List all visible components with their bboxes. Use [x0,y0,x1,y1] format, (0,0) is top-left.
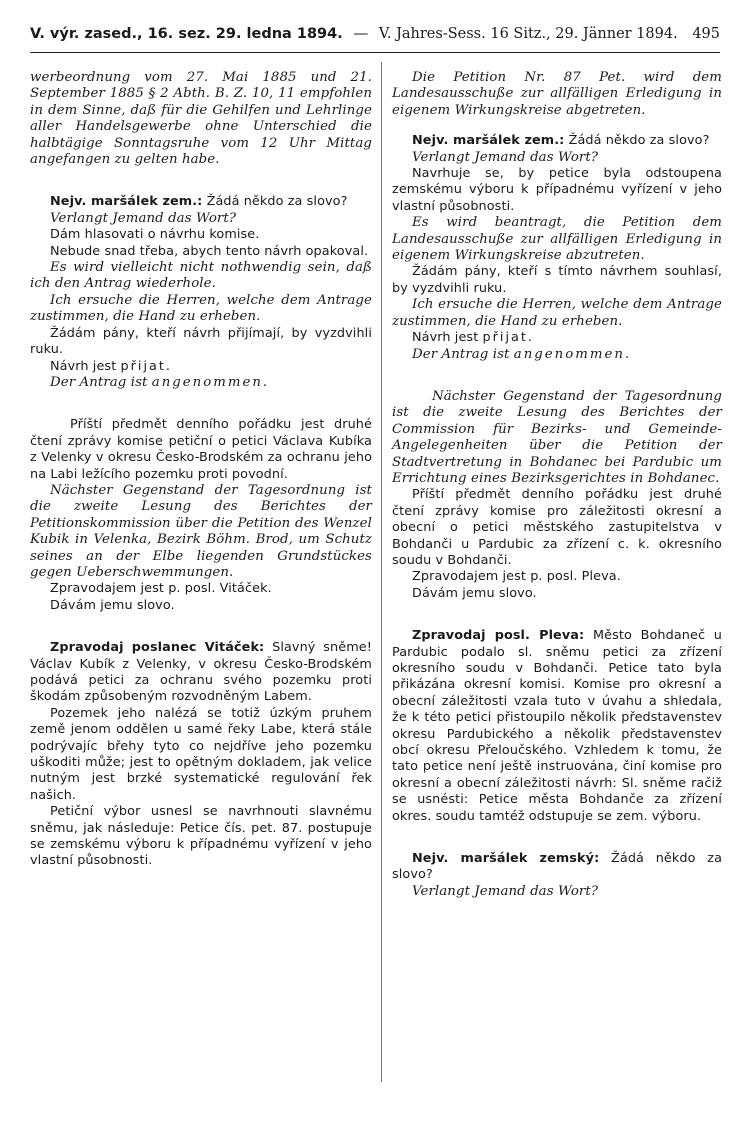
speech [392,628,722,825]
page-number: 495 [692,26,720,42]
vote-outcome: angenommen. [513,346,632,362]
vote-result [30,375,372,391]
paragraph: Ich ersuche die Herren, welche dem Antrage zustimmen, die Hand zu erheben. [30,292,372,325]
paragraph: Příští předmět denního pořádku jest druhé čtení zprávy komise petiční o petici Václava Kubíka z Velenky v okresu Česko-Brodském za ochranu jeho na Labi ležícího pozemku proti povodní. [30,417,372,482]
speech-text: Žádá někdo za slovo? [206,194,348,210]
speaker: Nejv. maršálek zem.: [412,133,565,149]
speech [392,133,722,149]
speaker: Zpravodaj posl. Pleva: [412,628,585,644]
vote-text: Der Antrag ist [50,374,148,390]
vote-outcome: angenommen. [151,374,270,390]
header-german-text: V. Jahres-Sess. 16 Sitz., 29. Jänner 1894. [378,26,678,42]
speech-text: Slavný sněme! Václav Kubík z Velenky, v okresu Česko-Brodském podává petici za ochranu svého pozemku proti škodám způsobeným rozvodněným Labem. [30,640,372,705]
paragraph: Verlangt Jemand das Wort? [412,149,599,165]
header-german [379,26,720,42]
paragraph: Dávám jemu slovo. [412,585,537,601]
vote-result [392,347,722,363]
paragraph: Es wird vielleicht nicht nothwendig sein, daß ich den Antrag wiederhole. [30,260,372,292]
paragraph: Nächster Gegenstand der Tagesordnung ist die zweite Lesung des Berichtes der Petitionskommission über die Petition des Wenzel Kubik in Velenka, Bezirk Böhm. Brod, um Schutz seines an der Elbe liegenden Grundstückes gegen Ueberschwemmungen. [30,482,372,580]
paragraph: Nächster Gegenstand der Tagesordnung ist die zweite Lesung des Berichtes der Commission für Bezirks- und Gemeinde-Angelegenheiten über die Petition der Stadtvertretung in Bohdanec bei Pardubic um Errichtung eines Bezirksgerichtes in Bohdanec. [392,388,722,486]
paragraph: Zpravodajem jest p. posl. Vitáček. [50,581,272,597]
paragraph: Verlangt Jemand das Wort? [412,883,599,899]
vote-outcome: přijat. [482,330,534,346]
paragraph: Es wird beantragt, die Petition dem Landesausschuße zur allfälligen Erledigung in eigenem Wirkungskreise abzutreten. [392,215,722,264]
vote-result [392,330,722,346]
speaker: Nejv. maršálek zem.: [50,194,203,210]
speaker: Zpravodaj poslanec Vitáček: [50,640,265,656]
paragraph: Navrhuje se, by petice byla odstoupena zemskému výboru k případnému vyřízení v jeho vlastní působnosti. [392,166,722,214]
paragraph: Žádám pány, kteří s tímto návrhem souhlasí, by vyzdvihli ruku. [392,264,722,296]
header-rule [30,52,720,53]
column-divider [381,62,382,1082]
page-header [30,24,720,42]
paragraph: Nebude snad třeba, abych tento návrh opakoval. [50,243,369,259]
paragraph: Zpravodajem jest p. posl. Pleva. [412,569,621,585]
paragraph: Dávám jemu slovo. [50,597,175,613]
speech [392,851,722,884]
header-separator: — [353,24,369,42]
paragraph: Ich ersuche die Herren, welche dem Antrage zustimmen, die Hand zu erheben. [392,297,722,329]
vote-text: Návrh jest [50,358,117,374]
paragraph: Dám hlasovati o návrhu komise. [50,227,260,243]
left-column [30,70,372,870]
speech [30,640,372,706]
paragraph: Pozemek jeho nalézá se totiž úzkým pruhem země jenom oddělen u samé řeky Labe, která stále podrývajíc břehy tyto co nejdříve jeho pozemku uškoditi může; jest to opětným dokladem, jak velice nutným jest brzké systematické regulování řek našich. [30,705,372,803]
speaker: Nejv. maršálek zemský: [412,851,600,867]
paragraph: Žádám pány, kteří návrh přijímají, by vyzdvihli ruku. [30,325,372,358]
paragraph: Die Petition Nr. 87 Pet. wird dem Landesausschuße zur allfälligen Erledigung in eigenem Wirkungskreise abgetreten. [392,70,722,118]
speech-text: Město Bohdaneč u Pardubic podalo sl. sněmu petici za zřízení okresního soudu v Bohdanči. Petice tato byla přikázána okresní komisi. Komise pro okresní a obecní záležitosti vzala tuto v úvahu a shledala, že k této petici přistoupilo několik představenstev okresu Pardubického a několik představenstev obcí okresu Přeloučského. Vzhledem k tomu, že tato petice není ještě instruována, činí komise pro okresní a obecní záležitosti návrh: Sl. sněme račiž se usnésti: Petice města Bohdanče za zřízení okres. soudu tamtéž odstupuje se zem. výboru. [392,628,722,824]
paragraph: Verlangt Jemand das Wort? [50,210,237,226]
speech-text: Žádá někdo za slovo? [568,133,710,149]
right-column [392,70,722,900]
vote-outcome: přijat. [120,358,172,374]
vote-text: Návrh jest [412,330,479,346]
paragraph: Petiční výbor usnesl se navrhnouti slavnému sněmu, jak následuje: Petice čís. pet. 87. postupuje se zemskému výboru k případnému vyřízení v jeho vlastní působnosti. [30,804,372,869]
vote-text: Der Antrag ist [412,346,510,362]
vote-result [30,359,372,375]
speech [30,194,372,210]
speech-text: Žádá někdo za slovo? [392,851,723,883]
header-czech: V. výr. zased., 16. sez. 29. ledna 1894. [30,26,343,42]
paragraph: Příští předmět denního pořádku jest druhé čtení zprávy komise pro záležitosti okresní a obecní o petici městského zastupitelstva v Bohdanči u Pardubic za zřízení c. k. okresního soudu v Bohdanči. [392,487,722,568]
paragraph: werbeordnung vom 27. Mai 1885 und 21. September 1885 § 2 Abth. B. Z. 10, 11 empfohlen in dem Sinne, daß für die Gehilfen und Lehrlinge aller Handelsgewerbe ohne Unterschied die halbtägige Sonntagsruhe vom 12 Uhr Mittag angefangen zu gelten habe. [30,70,372,168]
